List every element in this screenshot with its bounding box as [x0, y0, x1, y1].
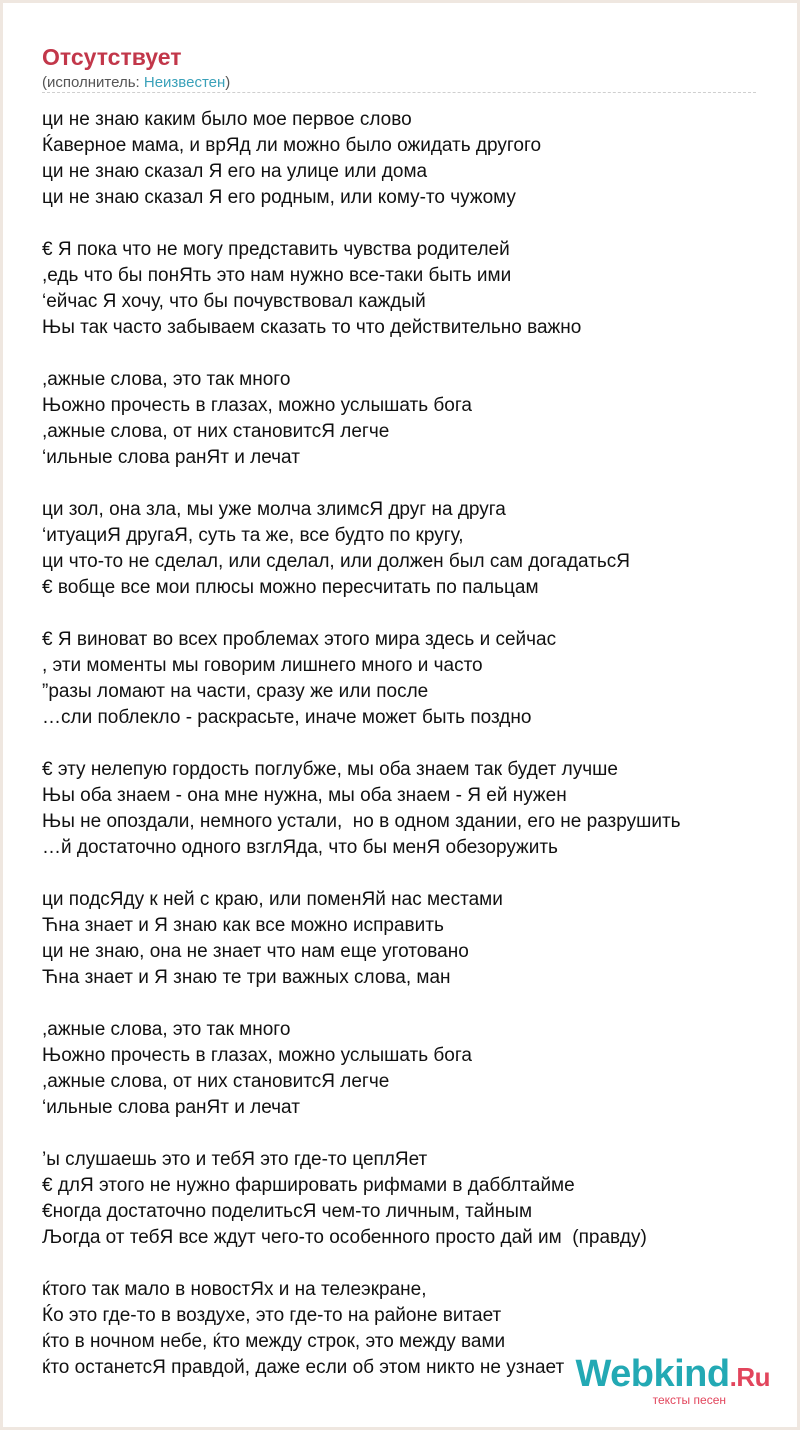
lyric-line: ци подсЯду к ней с краю, или поменЯй нас местами: [42, 889, 503, 910]
lyric-line: ,ажные слова, это так много: [42, 1019, 291, 1040]
artist-link[interactable]: Неизвестен: [143, 74, 226, 91]
lyric-line: ‘ильные слова ранЯт и лечат: [42, 447, 300, 468]
lyric-line: ци не знаю сказал Я его на улице или дома: [42, 161, 428, 182]
lyric-line: …й достаточно одного взглЯда, что бы менЯ обезоружить: [42, 837, 558, 858]
lyrics-stanza: [42, 497, 777, 601]
lyrics-stanza: [42, 367, 777, 471]
watermark-tagline: тексты песен: [652, 1393, 726, 1407]
song-header: [42, 43, 757, 93]
lyric-line: ,ажные слова, это так много: [42, 369, 291, 390]
lyric-line: Ќаверное мама, и врЯд ли можно было ожидать другого: [42, 135, 542, 156]
lyric-line: ‘ейчас Я хочу, что бы почувствовал каждый: [42, 291, 426, 312]
lyric-line: € Я пока что не могу представить чувства родителей: [42, 239, 510, 260]
song-title: Отсутствует: [42, 44, 182, 70]
lyric-line: €ногда достаточно поделитьсЯ чем-то личным, тайным: [42, 1201, 533, 1222]
lyric-line: € вобще все мои плюсы можно пересчитать по пальцам: [42, 577, 539, 598]
meta-prefix: (исполнитель:: [42, 74, 144, 91]
watermark-domain: .Ru: [729, 1362, 770, 1392]
lyric-line: ци не знаю, она не знает что нам еще уготовано: [42, 941, 469, 962]
lyric-line: Њожно прочесть в глазах, можно услышать бога: [42, 1045, 472, 1066]
lyric-line: Њы так часто забываем сказать то что действительно важно: [42, 317, 582, 338]
lyrics-stanza: [42, 107, 777, 211]
watermark-name: Webkind: [575, 1353, 730, 1395]
lyric-line: , эти моменты мы говорим лишнего много и часто: [42, 655, 483, 676]
lyric-line: Љогда от тебЯ все ждут чего-то особенного просто дай им (правду): [42, 1227, 647, 1248]
lyrics-stanza: [42, 1147, 777, 1251]
page-container: [3, 3, 797, 1427]
lyric-line: Њы оба знаем - она мне нужна, мы оба знаем - Я ей нужен: [42, 785, 567, 806]
lyric-line: Њы не опоздали, немного устали, но в одном здании, его не разрушить: [42, 811, 681, 832]
lyric-line: ци не знаю сказал Я его родным, или кому-то чужому: [42, 187, 516, 208]
lyric-line: ,ажные слова, от них становитсЯ легче: [42, 421, 390, 442]
song-meta: [42, 73, 757, 93]
lyric-line: € эту нелепую гордость поглубже, мы оба знаем так будет лучше: [42, 759, 618, 780]
lyric-line: € Я виноват во всех проблемах этого мира здесь и сейчас: [42, 629, 557, 650]
lyric-line: Њожно прочесть в глазах, можно услышать бога: [42, 395, 472, 416]
header-divider: [42, 92, 756, 93]
lyric-line: ”разы ломают на части, сразу же или после: [42, 681, 429, 702]
lyric-line: Ћна знает и Я знаю те три важных слова, ман: [42, 967, 451, 988]
meta-suffix: ): [225, 74, 231, 91]
lyric-line: ,ажные слова, от них становитсЯ легче: [42, 1071, 390, 1092]
lyrics-stanza: [42, 1017, 777, 1121]
webkind-watermark: [575, 1354, 770, 1406]
lyric-line: ќто в ночном небе, ќто между строк, это между вами: [42, 1331, 506, 1352]
lyrics-stanza: [42, 237, 777, 341]
watermark-logo: [575, 1354, 770, 1397]
lyrics-stanza: [42, 887, 777, 991]
lyric-line: ,едь что бы понЯть это нам нужно все-таки быть ими: [42, 265, 512, 286]
lyric-line: …сли поблекло - раскрасьте, иначе может быть поздно: [42, 707, 532, 728]
lyric-line: ’ы слушаешь это и тебЯ это где-то цеплЯет: [42, 1149, 428, 1170]
lyric-line: € длЯ этого не нужно фаршировать рифмами в дабблтайме: [42, 1175, 575, 1196]
lyric-line: ‘ильные слова ранЯт и лечат: [42, 1097, 300, 1118]
lyrics-body: [42, 107, 777, 1407]
lyric-line: Ћна знает и Я знаю как все можно исправить: [42, 915, 444, 936]
lyrics-stanza: [42, 627, 777, 731]
lyric-line: ќтого так мало в новостЯх и на телеэкране,: [42, 1279, 427, 1300]
lyric-line: Ќо это где-то в воздухе, это где-то на районе витает: [42, 1305, 502, 1326]
lyric-line: ‘итуациЯ другаЯ, суть та же, все будто по кругу,: [42, 525, 464, 546]
lyric-line: ци зол, она зла, мы уже молча злимсЯ друг на друга: [42, 499, 506, 520]
lyric-line: ќто останетсЯ правдой, даже если об этом никто не узнает: [42, 1357, 565, 1378]
lyric-line: ци не знаю каким было мое первое слово: [42, 109, 412, 130]
lyrics-stanza: [42, 757, 777, 861]
lyric-line: ци что-то не сделал, или сделал, или должен был сам догадатьсЯ: [42, 551, 631, 572]
